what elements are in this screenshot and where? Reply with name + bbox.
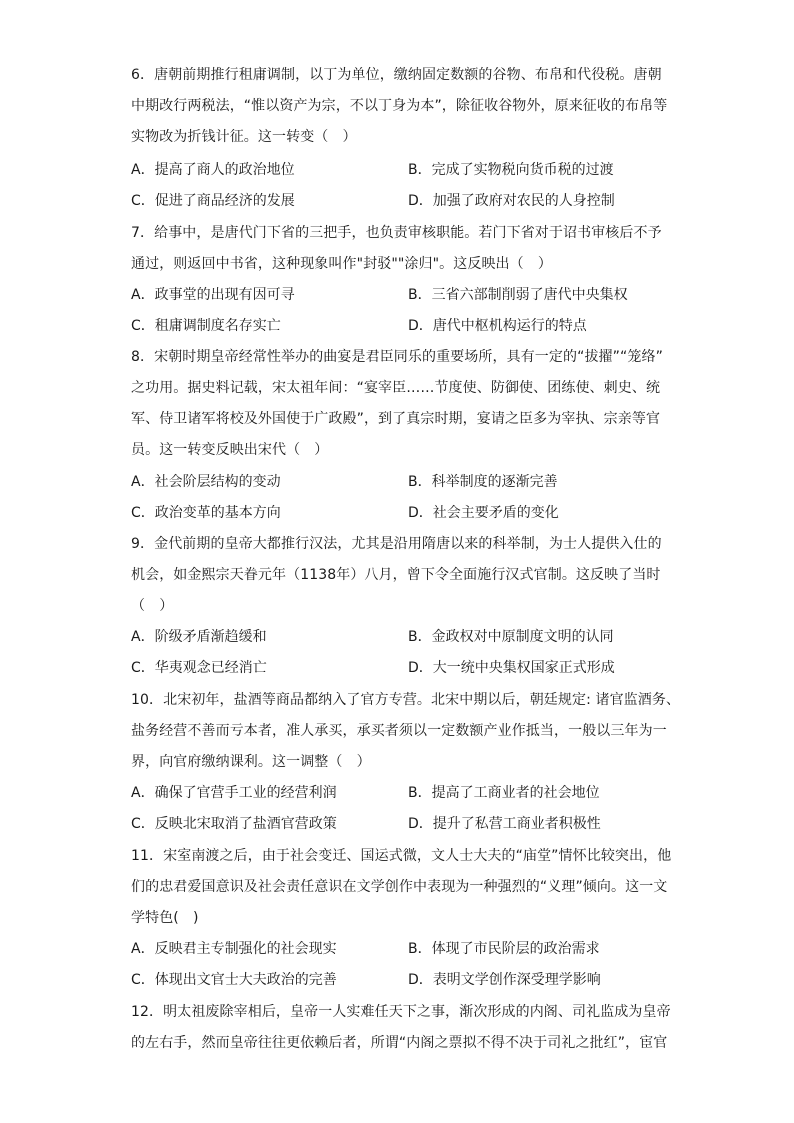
option-c[interactable]: C．政治变革的基本方向 bbox=[131, 505, 281, 521]
option-c[interactable]: C．体现出文官士大夫政治的完善 bbox=[131, 972, 337, 988]
question-12 bbox=[131, 997, 671, 1059]
question-8-options bbox=[131, 467, 671, 529]
option-b[interactable]: B．金政权对中原制度文明的认同 bbox=[408, 629, 614, 645]
option-d[interactable]: D．大一统中央集权国家正式形成 bbox=[408, 660, 615, 676]
question-11-options bbox=[131, 934, 671, 996]
question-text-line: 中期改行两税法，“惟以资产为宗，不以丁身为本”，除征收谷物外，原来征收的布帛等 bbox=[131, 98, 668, 114]
option-d[interactable]: D．提升了私营工商业者积极性 bbox=[408, 816, 601, 832]
question-9-options bbox=[131, 622, 671, 684]
question-text-line: 10．北宋初年，盐酒等商品都纳入了官方专营。北宋中期以后，朝廷规定: 诸官监酒务、 bbox=[131, 692, 681, 708]
option-b[interactable]: B．科举制度的逐渐完善 bbox=[408, 474, 558, 490]
option-c[interactable]: C．反映北宋取消了盐酒官营政策 bbox=[131, 816, 337, 832]
question-text-line: 9．金代前期的皇帝大都推行汉法，尤其是沿用隋唐以来的科举制，为士人提供入仕的 bbox=[131, 536, 662, 552]
option-c[interactable]: C．华夷观念已经消亡 bbox=[131, 660, 267, 676]
question-10-options bbox=[131, 778, 671, 840]
question-text-line: 12．明太祖废除宰相后，皇帝一人实难任天下之事，渐次形成的内阁、司礼监成为皇帝 bbox=[131, 1004, 671, 1020]
question-text-line: 实物改为折钱计征。这一转变（ ） bbox=[131, 129, 357, 145]
question-text-line: 机会，如金熙宗天眷元年（1138年）八月，曾下令全面施行汉式官制。这反映了当时 bbox=[131, 567, 661, 583]
option-d[interactable]: D．表明文学创作深受理学影响 bbox=[408, 972, 601, 988]
question-text-line: 学特色( ) bbox=[131, 910, 199, 926]
question-text-line: 7．给事中，是唐代门下省的三把手，也负责审核职能。若门下省对于诏书审核后不予 bbox=[131, 225, 662, 241]
option-d[interactable]: D．唐代中枢机构运行的特点 bbox=[408, 318, 587, 334]
option-b[interactable]: B．三省六部制削弱了唐代中央集权 bbox=[408, 287, 628, 303]
option-a[interactable]: A．提高了商人的政治地位 bbox=[131, 162, 295, 178]
question-text-line: 之功用。据史料记载，宋太祖年间：“宴宰臣……节度使、防御使、团练使、刺史、统 bbox=[131, 380, 661, 396]
question-text-line: 界，向官府缴纳课利。这一调整（ ） bbox=[131, 754, 371, 770]
question-6-options bbox=[131, 155, 671, 217]
question-10 bbox=[131, 685, 681, 778]
option-b[interactable]: B．体现了市民阶层的政治需求 bbox=[408, 941, 600, 957]
question-text-line: 盐务经营不善而亏本者，准人承买，承买者须以一定数额产业作抵当，一般以三年为一 bbox=[131, 723, 667, 739]
question-9 bbox=[131, 529, 664, 622]
question-6 bbox=[131, 60, 668, 153]
question-text-line: 员。这一转变反映出宋代（ ） bbox=[131, 442, 329, 458]
question-7-options bbox=[131, 280, 671, 342]
question-text-line: （ ） bbox=[131, 598, 174, 614]
question-text-line: 们的忠君爱国意识及社会责任意识在文学创作中表现为一种强烈的“义理”倾向。这一文 bbox=[131, 879, 668, 895]
option-a[interactable]: A．反映君主专制强化的社会现实 bbox=[131, 941, 337, 957]
question-text-line: 6．唐朝前期推行租庸调制，以丁为单位，缴纳固定数额的谷物、布帛和代役税。唐朝 bbox=[131, 67, 662, 83]
option-a[interactable]: A．确保了官营手工业的经营利润 bbox=[131, 785, 337, 801]
option-c[interactable]: C．租庸调制度名存实亡 bbox=[131, 318, 281, 334]
question-text-line: 8．宋朝时期皇帝经常性举办的曲宴是君臣同乐的重要场所，具有一定的“拔擢”“笼络” bbox=[131, 349, 663, 365]
option-a[interactable]: A．社会阶层结构的变动 bbox=[131, 474, 281, 490]
option-d[interactable]: D．加强了政府对农民的人身控制 bbox=[408, 193, 615, 209]
question-11 bbox=[131, 841, 672, 934]
question-text-line: 军、侍卫诸军将校及外国使于广政殿”，到了真宗时期，宴请之臣多为宰执、宗亲等官 bbox=[131, 411, 661, 427]
option-a[interactable]: A．阶级矛盾渐趋缓和 bbox=[131, 629, 267, 645]
question-text-line: 的左右手，然而皇帝往往更依赖后者，所谓“内阁之票拟不得不决于司礼之批红”，宦官 bbox=[131, 1035, 668, 1051]
question-8 bbox=[131, 342, 664, 466]
option-c[interactable]: C．促进了商品经济的发展 bbox=[131, 193, 295, 209]
question-text-line: 通过，则返回中书省，这种现象叫作"封驳""涂归"。这反映出（ ） bbox=[131, 256, 552, 272]
option-d[interactable]: D．社会主要矛盾的变化 bbox=[408, 505, 559, 521]
option-b[interactable]: B．完成了实物税向货币税的过渡 bbox=[408, 162, 614, 178]
option-b[interactable]: B．提高了工商业者的社会地位 bbox=[408, 785, 600, 801]
option-a[interactable]: A．政事堂的出现有因可寻 bbox=[131, 287, 295, 303]
question-text-line: 11．宋室南渡之后，由于社会变迁、国运式微，文人士大夫的“庙堂”情怀比较突出，他 bbox=[131, 848, 672, 864]
question-7 bbox=[131, 218, 664, 280]
